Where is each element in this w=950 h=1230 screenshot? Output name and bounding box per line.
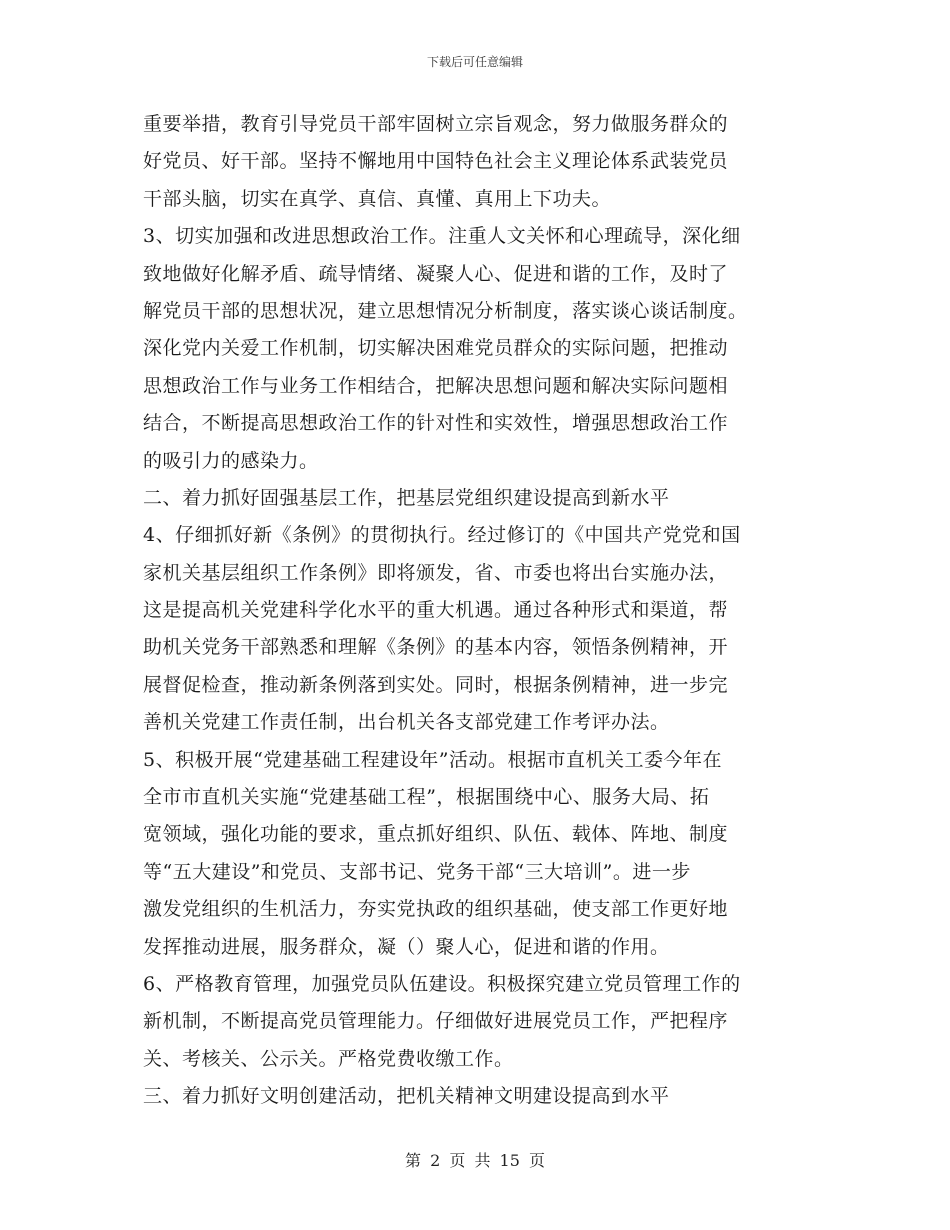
text-line: 4、仔细抓好新《条例》的贯彻执行。经过修订的《中国共产党党和国	[143, 524, 741, 547]
text-line: 深化党内关爱工作机制，切实解决困难党员群众的实际问题，把推动	[143, 337, 729, 360]
text-line: 的吸引力的感染力。	[143, 449, 319, 472]
page-header: 下载后可任意编辑	[426, 55, 523, 69]
text-line: 3、切实加强和改进思想政治工作。注重人文关怀和心理疏导，深化细	[143, 225, 741, 248]
text-line: 等“五大建设”和党员、支部书记、党务干部“三大培训”。进一步	[143, 860, 691, 883]
text-line: 6、严格教育管理，加强党员队伍建设。积极探究建立党员管理工作的	[143, 972, 741, 995]
text-line: 新机制，不断提高党员管理能力。仔细做好进展党员工作，严把程序	[143, 1010, 729, 1033]
text-line: 助机关党务干部熟悉和理解《条例》的基本内容，领悟条例精神，开	[143, 636, 729, 659]
page-number: 第 2 页 共 15 页	[405, 1151, 545, 1170]
text-line: 家机关基层组织工作条例》即将颁发，省、市委也将出台实施办法，	[143, 561, 729, 584]
text-line: 结合，不断提高思想政治工作的针对性和实效性，增强思想政治工作	[143, 412, 729, 435]
text-line: 全市市直机关实施“党建基础工程”，根据围绕中心、服务大局、拓	[143, 786, 710, 809]
text-line: 发挥推动进展，服务群众，凝（）聚人心，促进和谐的作用。	[143, 935, 670, 958]
text-line: 5、积极开展“党建基础工程建设年”活动。根据市直机关工委今年在	[143, 748, 723, 771]
text-line: 激发党组织的生机活力，夯实党执政的组织基础，使支部工作更好地	[143, 898, 729, 921]
text-line: 关、考核关、公示关。严格党费收缴工作。	[143, 1047, 514, 1070]
document-body	[143, 106, 815, 1116]
text-line: 这是提高机关党建科学化水平的重大机遇。通过各种形式和渠道，帮	[143, 599, 729, 622]
section-heading: 三、着力抓好文明创建活动，把机关精神文明建设提高到水平	[143, 1085, 670, 1108]
text-line: 干部头脑，切实在真学、真信、真懂、真用上下功夫。	[143, 187, 612, 210]
text-line: 好党员、好干部。坚持不懈地用中国特色社会主义理论体系武装党员	[143, 150, 729, 173]
text-line: 解党员干部的思想状况，建立思想情况分析制度，落实谈心谈话制度。	[143, 299, 748, 322]
text-line: 宽领域，强化功能的要求，重点抓好组织、队伍、载体、阵地、制度	[143, 823, 729, 846]
text-line: 善机关党建工作责任制，出台机关各支部党建工作考评办法。	[143, 711, 670, 734]
text-line: 思想政治工作与业务工作相结合，把解决思想问题和解决实际问题相	[143, 374, 729, 397]
text-line: 重要举措，教育引导党员干部牢固树立宗旨观念，努力做服务群众的	[143, 113, 729, 135]
section-heading: 二、着力抓好固强基层工作，把基层党组织建设提高到新水平	[143, 486, 670, 509]
text-line: 展督促检查，推动新条例落到实处。同时，根据条例精神，进一步完	[143, 673, 729, 696]
text-line: 致地做好化解矛盾、疏导情绪、凝聚人心、促进和谐的工作，及时了	[143, 262, 729, 285]
